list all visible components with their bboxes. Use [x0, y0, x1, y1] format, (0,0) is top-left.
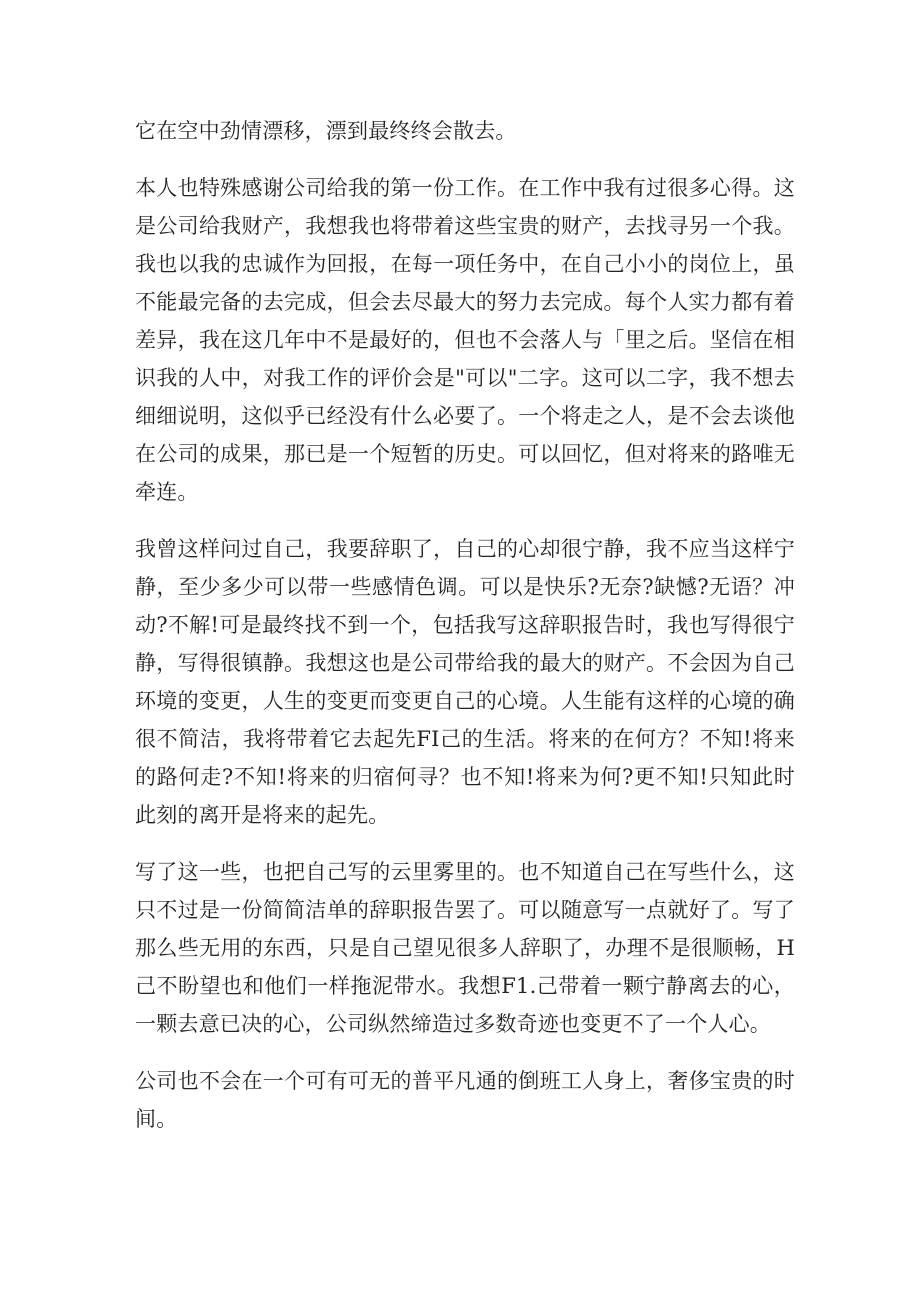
document-body — [135, 112, 795, 1138]
paragraph-3: 我曾这样问过自己，我要辞职了，自己的心却很宁静，我不应当这样宁静，至少多少可以带一些感情色调。可以是快乐?无奈?缺憾?无语？冲动?不解!可是最终找不到一个，包括我写这辞职报告时，我也写得很宁静，写得很镇静。我想这也是公司带给我的最大的财产。不会因为自己环境的变更，人生的变更而变更自己的心境。人生能有这样的心境的确很不简洁，我将带着它去起先FI己的生活。将来的在何方？不知!将来的路何走?不知!将来的归宿何寻？也不知!将来为何?更不知!只知此时此刻的离开是将来的起先。 — [135, 537, 795, 827]
paragraph-2: 本人也特殊感谢公司给我的第一份工作。在工作中我有过很多心得。这是公司给我财产，我想我也将带着这些宝贵的财产，去找寻另一个我。我也以我的忠诚作为回报，在每一项任务中，在自己小小的岗位上，虽不能最完备的去完成，但会去尽最大的努力去完成。每个人实力都有着差异，我在这几年中不是最好的，但也不会落人与「里之后。坚信在相识我的人中，对我工作的评价会是"可以"二字。这可以二字，我不想去细细说明，这似乎已经没有什么必要了。一个将走之人，是不会去谈他在公司的成果，那已是一个短暂的历史。可以回忆，但对将来的路唯无牵连。 — [135, 176, 795, 504]
paragraph-5: 公司也不会在一个可有可无的普平凡通的倒班工人身上，奢侈宝贵的时间。 — [135, 1069, 795, 1131]
paragraph-4: 写了这一些，也把自己写的云里雾里的。也不知道自己在写些什么，这只不过是一份简简洁单的辞职报告罢了。可以随意写一点就好了。写了那么些无用的东西，只是自己望见很多人辞职了，办理不是很顺畅，H己不盼望也和他们一样拖泥带水。我想F1.己带着一颗宁静离去的心，一颗去意已决的心，公司纵然缔造过多数奇迹也变更不了一个人心。 — [135, 860, 795, 1036]
paragraph-1: 它在空中劲情漂移，漂到最终终会散去。 — [135, 119, 517, 143]
